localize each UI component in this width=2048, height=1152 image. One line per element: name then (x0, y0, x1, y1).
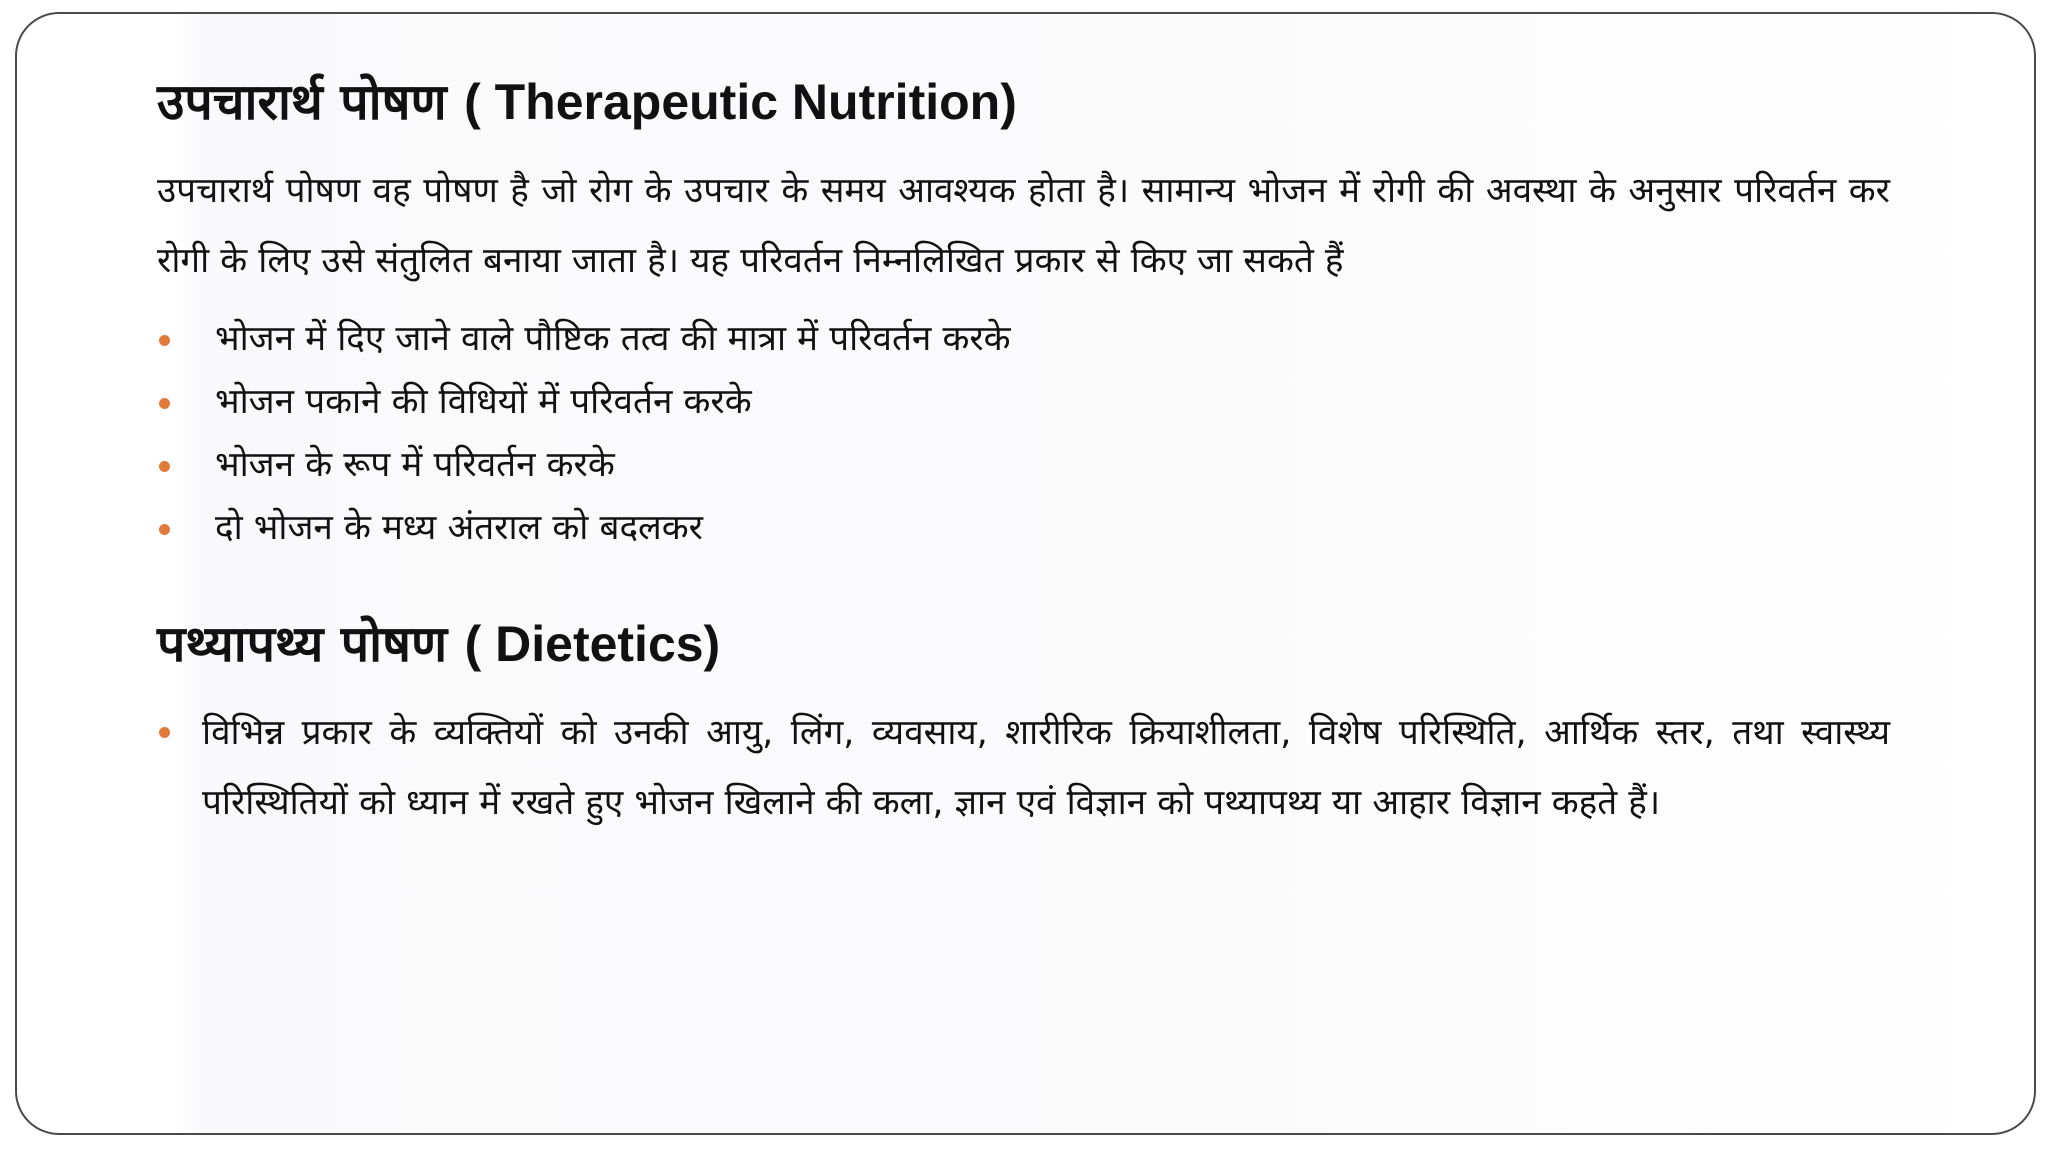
bullet-icon (159, 335, 170, 346)
dietetics-heading (157, 598, 1890, 690)
modification-list (157, 308, 1890, 560)
list-item (157, 434, 1890, 497)
heading-hindi: उपचारार्थ पोषण (157, 73, 447, 131)
list-item (157, 308, 1890, 371)
bullet-icon (159, 727, 170, 738)
list-item-text: दो भोजन के मध्य अंतराल को बदलकर (215, 508, 703, 548)
bullet-icon (159, 398, 170, 409)
dietetics-definition (157, 698, 1890, 838)
therapeutic-nutrition-heading (157, 56, 1890, 148)
list-item-text: भोजन के रूप में परिवर्तन करके (215, 445, 615, 485)
heading-hindi: पथ्यापथ्य पोषण (157, 615, 448, 673)
list-item-text: भोजन पकाने की विधियों में परिवर्तन करके (215, 382, 752, 422)
list-item (157, 371, 1890, 434)
bullet-icon (159, 461, 170, 472)
slide-content (157, 56, 1890, 838)
definition-text: विभिन्न प्रकार के व्यक्तियों को उनकी आयु, लिंग, व्यवसाय, शारीरिक क्रियाशीलता, विशेष परिस्थिति, आर्थिक स्तर, तथा स्वास्थ्य परिस्थितियों को ध्यान में रखते हुए भोजन खिलाने की कला, ज्ञान एवं विज्ञान को पथ्यापथ्य या आहार विज्ञान कहते हैं। (202, 713, 1890, 823)
therapeutic-nutrition-intro: उपचारार्थ पोषण वह पोषण है जो रोग के उपचार के समय आवश्यक होता है। सामान्य भोजन में रोगी की अवस्था के अनुसार परिवर्तन कर रोगी के लिए उसे संतुलित बनाया जाता है। यह परिवर्तन निम्नलिखित प्रकार से किए जा सकते हैं (157, 171, 1890, 281)
bullet-icon (159, 524, 170, 535)
list-item-text: भोजन में दिए जाने वाले पौष्टिक तत्व की मात्रा में परिवर्तन करके (215, 319, 1011, 359)
heading-english: ( Therapeutic Nutrition) (464, 74, 1017, 130)
heading-english: ( Dietetics) (464, 616, 721, 672)
list-item (157, 497, 1890, 560)
